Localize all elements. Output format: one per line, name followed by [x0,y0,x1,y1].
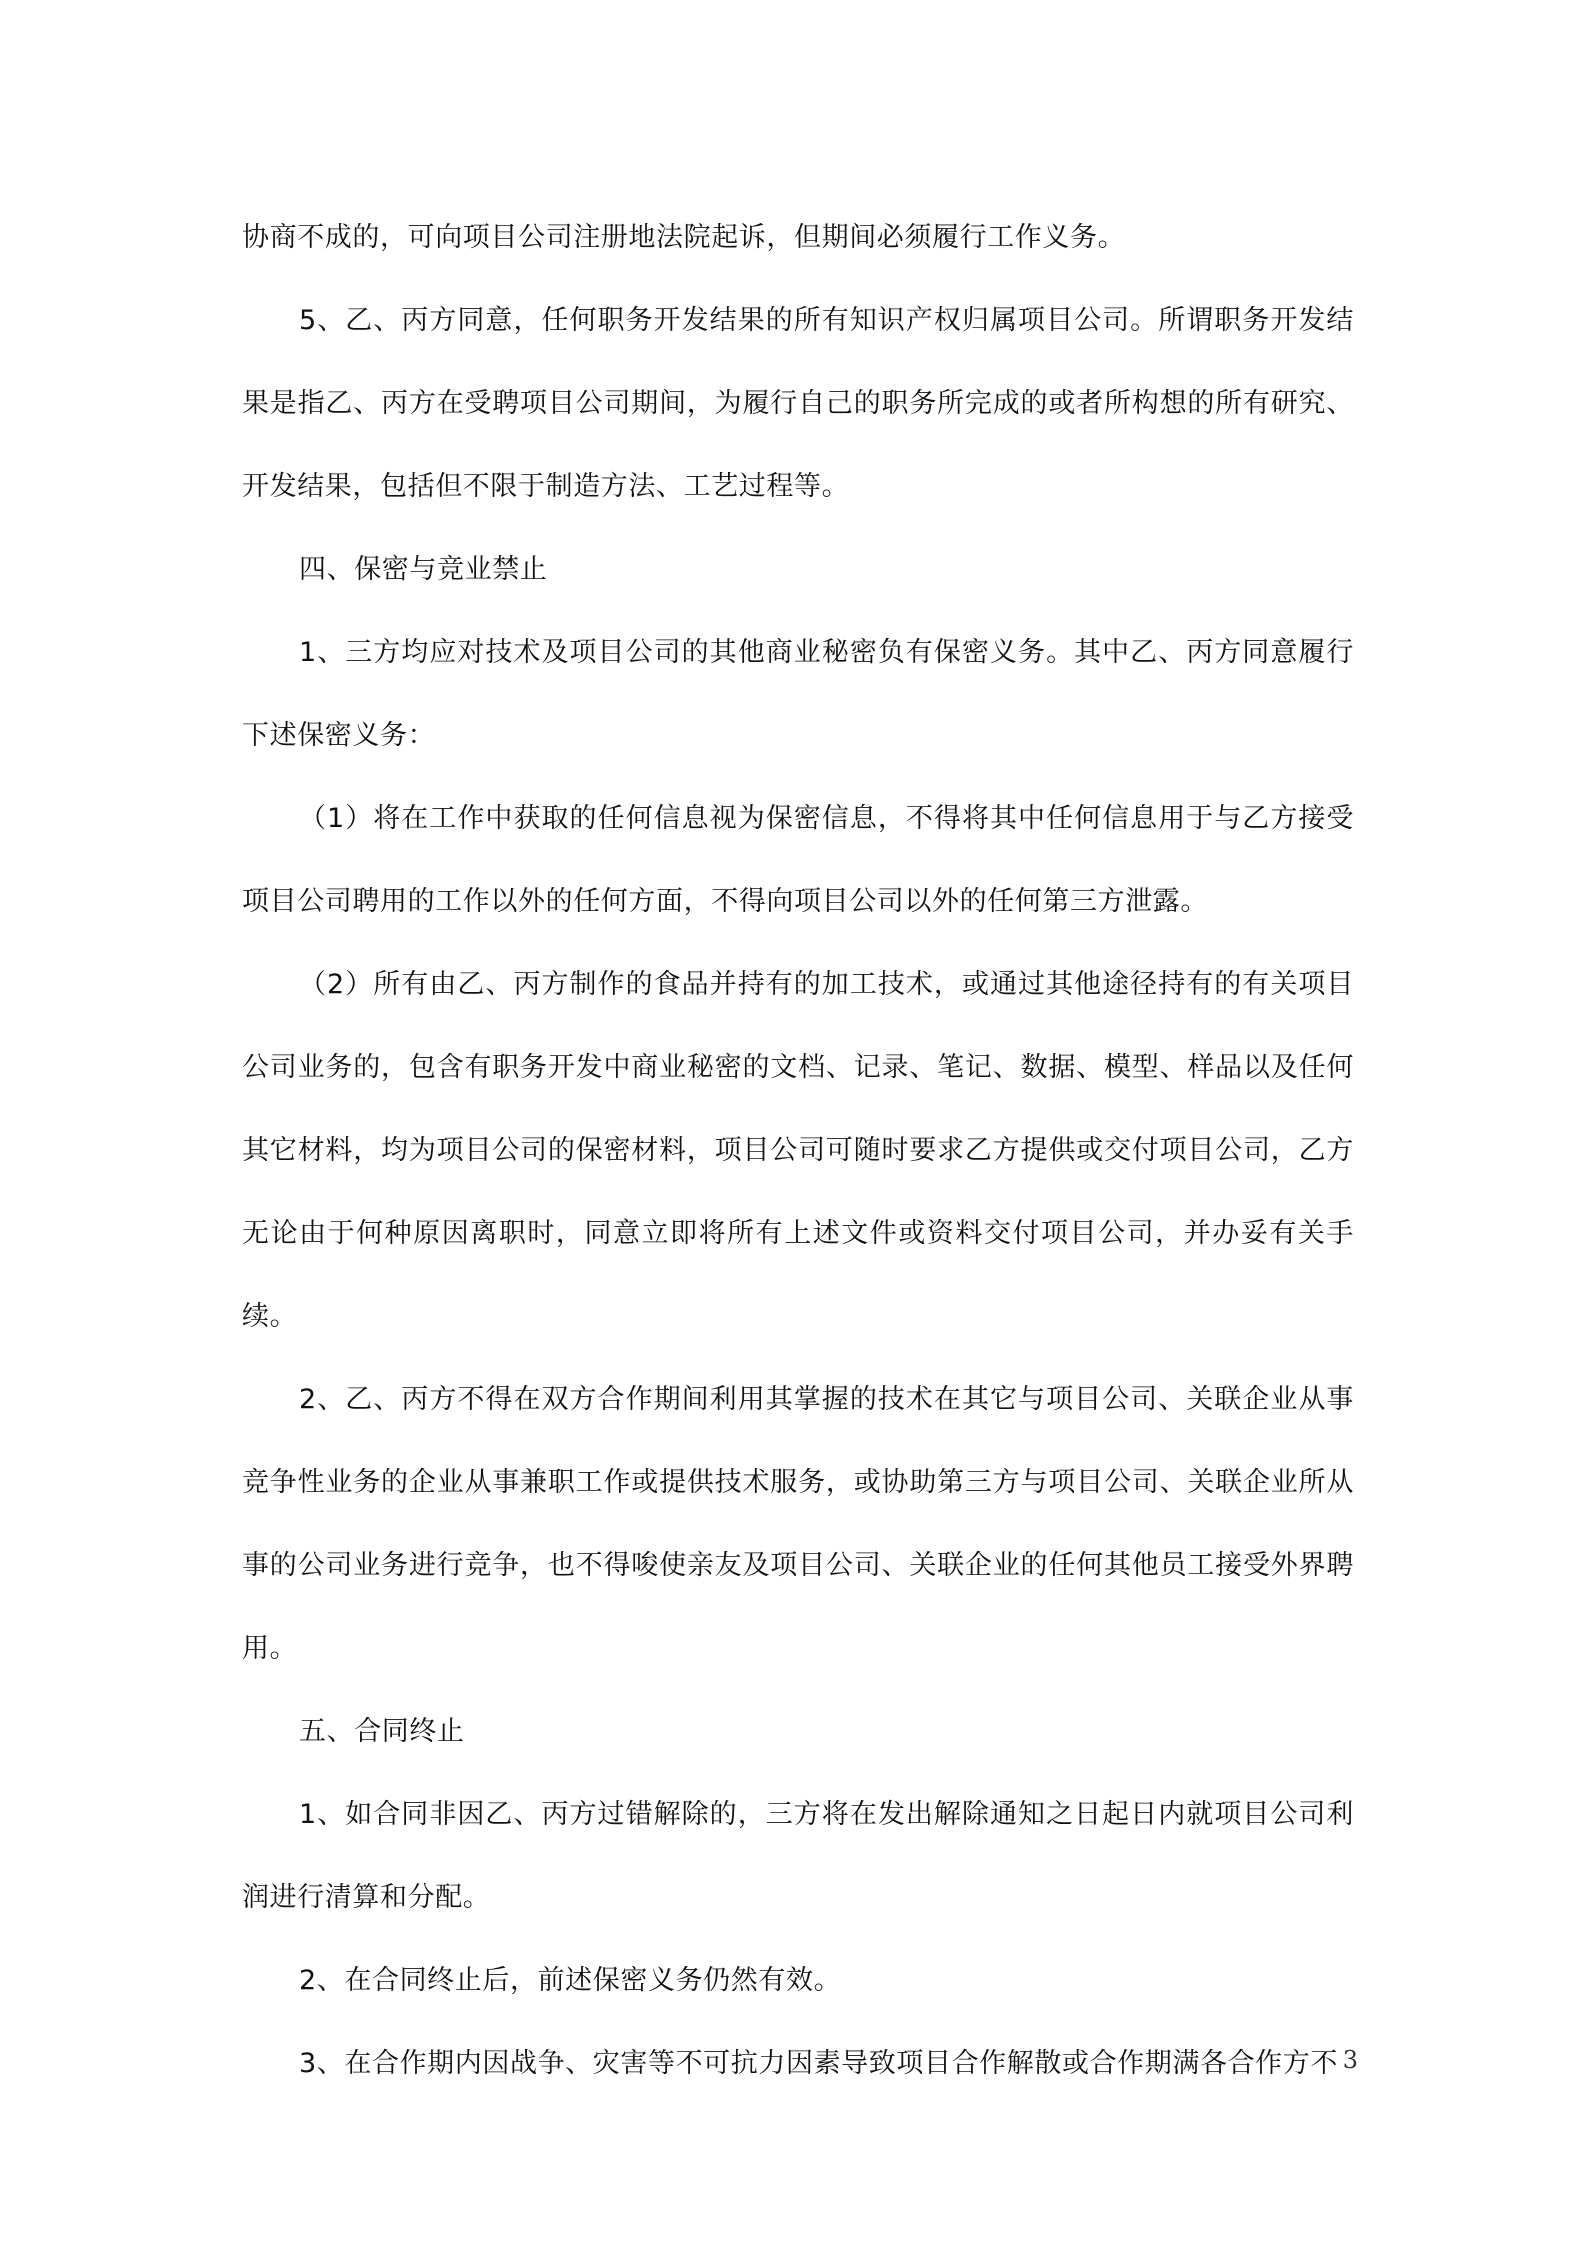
paragraph-confidentiality-item-1: （1）将在工作中获取的任何信息视为保密信息，不得将其中任何信息用于与乙方接受项目公司聘用的工作以外的任何方面，不得向项目公司以外的任何第三方泄露。 [242,803,1354,917]
section-heading-termination: 五、合同终止 [299,1716,465,1747]
paragraph-termination-confidentiality: 2、在合同终止后，前述保密义务仍然有效。 [299,1965,842,1996]
paragraph-dispute-resolution: 协商不成的，可向项目公司注册地法院起诉，但期间必须履行工作义务。 [242,222,1126,253]
paragraph-termination-settlement: 1、如合同非因乙、丙方过错解除的，三方将在发出解除通知之日起日内就项目公司利润进行清算和分配。 [242,1799,1354,1913]
document-body [242,196,1354,2105]
page-number: 3 [1342,2046,1358,2074]
paragraph-force-majeure: 3、在合作期内因战争、灾害等不可抗力因素导致项目合作解散或合作期满各合作方不 [299,2048,1338,2079]
paragraph-non-compete: 2、乙、丙方不得在双方合作期间利用其掌握的技术在其它与项目公司、关联企业从事竞争性业务的企业从事兼职工作或提供技术服务，或协助第三方与项目公司、关联企业所从事的公司业务进行竞争，也不得唆使亲友及项目公司、关联企业的任何其他员工接受外界聘用。 [242,1384,1354,1664]
paragraph-ip-ownership: 5、乙、丙方同意，任何职务开发结果的所有知识产权归属项目公司。所谓职务开发结果是指乙、丙方在受聘项目公司期间，为履行自己的职务所完成的或者所构想的所有研究、开发结果，包括但不限于制造方法、工艺过程等。 [242,305,1354,502]
section-heading-confidentiality: 四、保密与竞业禁止 [299,554,548,585]
paragraph-confidentiality-item-2: （2）所有由乙、丙方制作的食品并持有的加工技术，或通过其他途径持有的有关项目公司业务的，包含有职务开发中商业秘密的文档、记录、笔记、数据、模型、样品以及任何其它材料，均为项目公司的保密材料，项目公司可随时要求乙方提供或交付项目公司，乙方无论由于何种原因离职时，同意立即将所有上述文件或资料交付项目公司，并办妥有关手续。 [242,969,1354,1332]
paragraph-confidentiality-duty: 1、三方均应对技术及项目公司的其他商业秘密负有保密义务。其中乙、丙方同意履行下述保密义务： [242,637,1354,751]
